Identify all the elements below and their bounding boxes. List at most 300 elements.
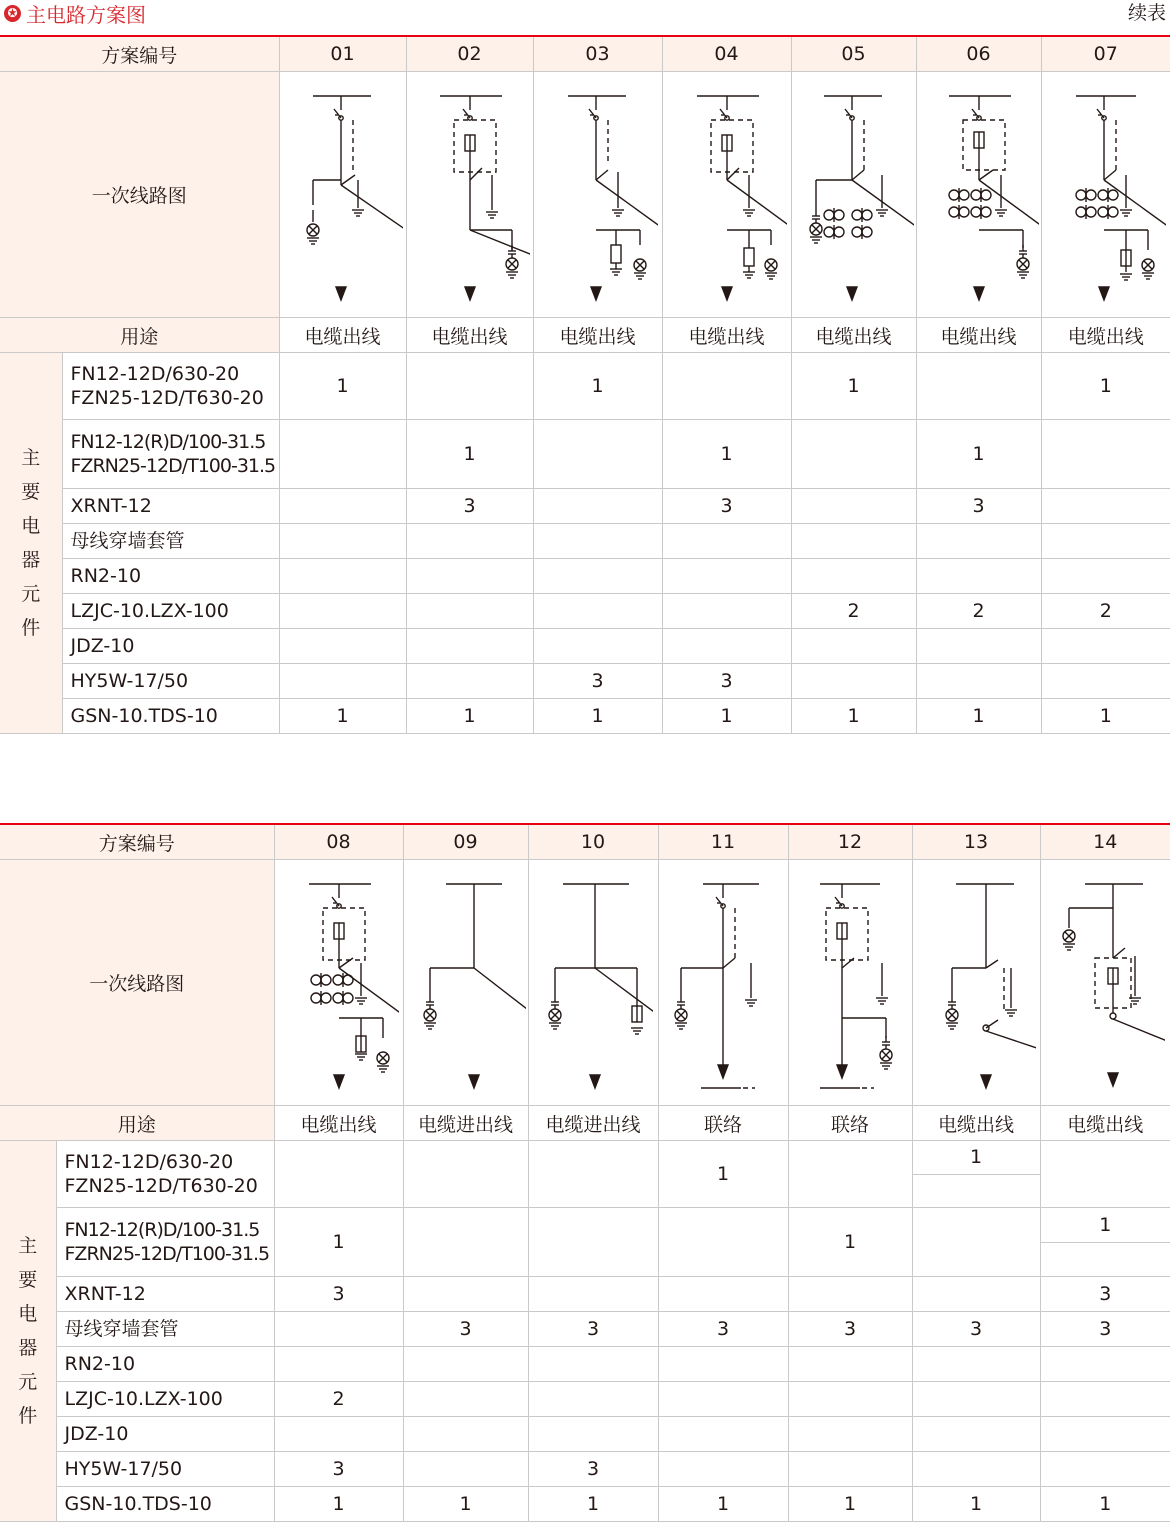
component-row — [0, 664, 1170, 699]
qty-cell — [528, 1347, 658, 1382]
circuit-diagram — [788, 860, 912, 1106]
earth-switch-icon — [979, 170, 993, 180]
earth-switch-icon — [986, 960, 998, 968]
load-switch-icon — [463, 109, 470, 118]
load-switch-icon — [835, 897, 842, 906]
qty-cell: 3 — [1040, 1312, 1170, 1347]
qty-cell — [1041, 489, 1170, 524]
scheme-number: 12 — [788, 824, 912, 860]
qty-cell: 1 — [791, 699, 916, 734]
feeder-line — [1113, 1019, 1165, 1076]
circuit-diagram — [662, 72, 791, 318]
component-name: HY5W-17/50 — [62, 664, 279, 699]
qty-cell — [406, 629, 533, 664]
qty-cell — [791, 664, 916, 699]
qty-cell: 1 — [533, 353, 662, 420]
circuit-diagram-svg — [283, 80, 403, 310]
components-side-label: 主 要 电 器 元 件 — [0, 353, 62, 734]
current-transformer-icon — [1076, 207, 1086, 217]
qty-cell — [528, 1141, 658, 1208]
surge-arrester-icon — [744, 248, 754, 266]
arrow-icon — [974, 287, 984, 300]
current-transformer-icon — [1098, 207, 1108, 217]
qty-cell — [916, 559, 1041, 594]
circuit-diagram-svg — [406, 868, 526, 1098]
qty-cell — [1041, 420, 1170, 489]
qty-cell — [533, 420, 662, 489]
qty-cell — [533, 524, 662, 559]
qty-cell — [403, 1208, 528, 1277]
earth-switch-icon — [727, 168, 739, 180]
current-transformer-icon — [981, 190, 991, 200]
component-row — [0, 594, 1170, 629]
qty-cell: 1 — [528, 1487, 658, 1522]
qty-cell — [791, 629, 916, 664]
current-transformer-icon — [824, 227, 834, 237]
component-row — [0, 524, 1170, 559]
load-switch-icon — [720, 109, 727, 118]
qty-cell: 1 — [788, 1208, 912, 1277]
diagram-row — [0, 860, 1170, 1106]
qty-cell — [662, 559, 791, 594]
qty-cell: 3 — [788, 1312, 912, 1347]
component-row — [0, 1277, 1170, 1312]
qty-cell — [658, 1452, 788, 1487]
usage-cell: 电缆进出线 — [528, 1106, 658, 1141]
scheme-number: 10 — [528, 824, 658, 860]
scheme-number: 06 — [916, 36, 1041, 72]
component-name: JDZ-10 — [56, 1417, 274, 1452]
component-name: RN2-10 — [62, 559, 279, 594]
current-transformer-icon — [971, 207, 981, 217]
current-transformer-icon — [1086, 190, 1096, 200]
current-transformer-icon — [852, 227, 862, 237]
circuit-diagram — [274, 860, 403, 1106]
component-name: FN12-12D/630-20 FZN25-12D/T630-20 — [62, 353, 279, 420]
qty-cell: 1 — [406, 699, 533, 734]
qty-cell: 3 — [274, 1452, 403, 1487]
qty-cell: 3 — [274, 1277, 403, 1312]
circuit-diagram — [406, 72, 533, 318]
scheme-number: 11 — [658, 824, 788, 860]
feeder-line — [979, 180, 1039, 290]
qty-cell-split: 1 — [912, 1141, 1040, 1208]
circuit-diagram — [533, 72, 662, 318]
qty-cell: 1 — [916, 699, 1041, 734]
earth-switch-icon — [470, 168, 482, 180]
scheme-number: 01 — [279, 36, 406, 72]
circuit-diagram-svg — [794, 80, 914, 310]
load-switch-icon — [845, 109, 852, 118]
qty-cell — [788, 1382, 912, 1417]
diagram-row — [0, 72, 1170, 318]
component-name: FN12-12D/630-20 FZN25-12D/T630-20 — [56, 1141, 274, 1208]
usage-cell: 电缆出线 — [791, 318, 916, 353]
qty-cell — [912, 1382, 1040, 1417]
usage-cell: 电缆出线 — [662, 318, 791, 353]
qty-cell — [658, 1382, 788, 1417]
arrow-icon — [1099, 287, 1109, 300]
qty-cell — [528, 1382, 658, 1417]
current-transformer-icon — [834, 227, 844, 237]
qty-cell: 3 — [916, 489, 1041, 524]
circuit-diagram-svg — [663, 868, 783, 1098]
circuit-diagram-svg — [1045, 868, 1165, 1098]
load-switch-icon — [334, 109, 341, 118]
usage-cell: 电缆出线 — [279, 318, 406, 353]
qty-cell — [274, 1417, 403, 1452]
current-transformer-icon — [1108, 190, 1118, 200]
usage-cell: 电缆进出线 — [403, 1106, 528, 1141]
current-transformer-icon — [1076, 190, 1086, 200]
arrow-icon — [465, 287, 475, 300]
qty-cell — [279, 559, 406, 594]
current-transformer-icon — [321, 975, 331, 985]
usage-cell: 电缆出线 — [912, 1106, 1040, 1141]
qty-cell — [1041, 524, 1170, 559]
arrow-icon — [336, 287, 346, 300]
component-row — [0, 489, 1170, 524]
usage-cell: 联络 — [788, 1106, 912, 1141]
circuit-diagram-svg — [533, 868, 653, 1098]
current-transformer-icon — [321, 993, 331, 1003]
current-transformer-icon — [311, 975, 321, 985]
scheme-number: 09 — [403, 824, 528, 860]
circuit-diagram-svg — [410, 80, 530, 310]
qty-cell — [403, 1347, 528, 1382]
qty-cell — [533, 489, 662, 524]
qty-cell — [658, 1208, 788, 1277]
current-transformer-icon — [311, 993, 321, 1003]
current-transformer-icon — [971, 190, 981, 200]
feeder-line — [341, 185, 403, 290]
component-name: 母线穿墙套管 — [62, 524, 279, 559]
current-transformer-icon — [949, 190, 959, 200]
qty-cell: 1 — [1041, 699, 1170, 734]
component-name: 母线穿墙套管 — [56, 1312, 274, 1347]
circuit-diagram — [1040, 860, 1170, 1106]
scheme-number-row — [0, 36, 1170, 72]
earth-switch-icon — [723, 958, 735, 968]
arrow-icon — [837, 1065, 847, 1078]
component-name: FN12-12(R)D/100-31.5 FZRN25-12D/T100-31.5 — [56, 1208, 274, 1277]
scheme-table-1 — [0, 35, 1170, 734]
current-transformer-icon — [981, 207, 991, 217]
circuit-diagram — [916, 72, 1041, 318]
qty-cell — [279, 489, 406, 524]
component-name: HY5W-17/50 — [56, 1452, 274, 1487]
component-row — [0, 559, 1170, 594]
scheme-number-row — [0, 824, 1170, 860]
usage-cell: 电缆出线 — [1041, 318, 1170, 353]
arrow-icon — [334, 1075, 344, 1088]
feeder-line — [1104, 180, 1166, 290]
component-name: XRNT-12 — [62, 489, 279, 524]
component-name: GSN-10.TDS-10 — [56, 1487, 274, 1522]
current-transformer-icon — [333, 975, 343, 985]
component-row — [0, 1208, 1170, 1277]
qty-cell: 1 — [658, 1141, 788, 1208]
current-transformer-icon — [1098, 190, 1108, 200]
qty-cell — [658, 1277, 788, 1312]
earth-switch-icon — [1113, 948, 1125, 958]
circuit-diagram — [791, 72, 916, 318]
diagram-label: 一次线路图 — [0, 72, 279, 318]
circuit-diagram-svg — [916, 868, 1036, 1098]
qty-cell — [912, 1208, 1040, 1277]
qty-cell — [406, 559, 533, 594]
qty-cell — [1040, 1452, 1170, 1487]
scheme-number: 02 — [406, 36, 533, 72]
scheme-number-label: 方案编号 — [0, 36, 279, 72]
qty-cell — [788, 1277, 912, 1312]
qty-cell: 2 — [1041, 594, 1170, 629]
qty-cell: 3 — [662, 489, 791, 524]
qty-cell — [406, 524, 533, 559]
qty-cell: 1 — [279, 353, 406, 420]
qty-cell — [279, 664, 406, 699]
qty-cell: 3 — [528, 1312, 658, 1347]
arrow-icon — [1108, 1073, 1118, 1086]
current-transformer-icon — [1086, 207, 1096, 217]
qty-cell — [912, 1347, 1040, 1382]
qty-cell — [279, 594, 406, 629]
current-transformer-icon — [862, 210, 872, 220]
arrow-icon — [722, 287, 732, 300]
component-row — [0, 629, 1170, 664]
qty-cell: 3 — [528, 1452, 658, 1487]
qty-cell: 1 — [406, 420, 533, 489]
section-title — [4, 0, 146, 26]
qty-cell — [1040, 1347, 1170, 1382]
scheme-number: 05 — [791, 36, 916, 72]
circuit-diagram-svg — [538, 80, 658, 310]
qty-cell — [662, 629, 791, 664]
circuit-diagram-svg — [667, 80, 787, 310]
earth-switch-icon — [852, 170, 864, 180]
component-name: GSN-10.TDS-10 — [62, 699, 279, 734]
load-switch-icon — [332, 897, 339, 906]
qty-cell — [791, 559, 916, 594]
diagram-label: 一次线路图 — [0, 860, 274, 1106]
qty-cell — [1040, 1141, 1170, 1208]
current-transformer-icon — [852, 210, 862, 220]
qty-cell: 3 — [1040, 1277, 1170, 1312]
scheme-number-label: 方案编号 — [0, 824, 274, 860]
qty-cell — [403, 1277, 528, 1312]
component-row — [0, 1452, 1170, 1487]
qty-cell — [662, 524, 791, 559]
qty-cell — [658, 1417, 788, 1452]
scheme-number: 07 — [1041, 36, 1170, 72]
qty-cell — [791, 489, 916, 524]
current-transformer-icon — [1108, 207, 1118, 217]
usage-cell: 电缆出线 — [533, 318, 662, 353]
usage-cell: 电缆出线 — [1040, 1106, 1170, 1141]
arrow-icon — [847, 287, 857, 300]
scheme-number: 08 — [274, 824, 403, 860]
load-switch-icon — [716, 897, 723, 906]
qty-cell: 2 — [791, 594, 916, 629]
feeder-line — [986, 1031, 1036, 1078]
usage-cell: 电缆出线 — [406, 318, 533, 353]
qty-cell — [916, 353, 1041, 420]
qty-cell: 1 — [274, 1208, 403, 1277]
qty-cell — [1041, 559, 1170, 594]
qty-cell — [274, 1312, 403, 1347]
current-transformer-icon — [343, 993, 353, 1003]
qty-cell — [274, 1141, 403, 1208]
usage-cell: 联络 — [658, 1106, 788, 1141]
qty-cell — [788, 1417, 912, 1452]
qty-cell — [533, 629, 662, 664]
feeder-line — [727, 180, 787, 290]
usage-cell: 电缆出线 — [916, 318, 1041, 353]
qty-cell — [403, 1452, 528, 1487]
arrow-icon — [590, 1075, 600, 1088]
star-icon: ✪ — [4, 5, 21, 22]
surge-arrester-icon — [611, 245, 621, 263]
component-row — [0, 1312, 1170, 1347]
feeder-line — [474, 968, 526, 1078]
usage-label: 用途 — [0, 1106, 274, 1141]
scheme-number: 13 — [912, 824, 1040, 860]
arrow-icon — [718, 1065, 728, 1078]
qty-cell: 2 — [916, 594, 1041, 629]
qty-cell: 3 — [662, 664, 791, 699]
qty-cell: 2 — [274, 1382, 403, 1417]
scheme-table-2 — [0, 823, 1170, 1522]
component-name: JDZ-10 — [62, 629, 279, 664]
scheme-number: 14 — [1040, 824, 1170, 860]
arrow-icon — [981, 1075, 991, 1088]
qty-cell: 1 — [791, 353, 916, 420]
qty-cell — [662, 594, 791, 629]
qty-cell — [916, 629, 1041, 664]
current-transformer-icon — [959, 190, 969, 200]
component-row — [0, 353, 1170, 420]
circuit-diagram — [528, 860, 658, 1106]
qty-cell: 1 — [533, 699, 662, 734]
feeder-line — [470, 230, 530, 290]
qty-cell — [912, 1452, 1040, 1487]
qty-cell: 3 — [406, 489, 533, 524]
circuit-diagram-svg — [919, 80, 1039, 310]
qty-cell — [788, 1452, 912, 1487]
qty-cell — [528, 1417, 658, 1452]
usage-label: 用途 — [0, 318, 279, 353]
qty-cell — [791, 524, 916, 559]
qty-cell: 3 — [403, 1312, 528, 1347]
circuit-diagram-svg — [1046, 80, 1166, 310]
circuit-diagram — [1041, 72, 1170, 318]
component-row — [0, 1417, 1170, 1452]
component-name: RN2-10 — [56, 1347, 274, 1382]
qty-cell — [791, 420, 916, 489]
qty-cell: 1 — [1040, 1487, 1170, 1522]
qty-cell — [916, 524, 1041, 559]
earth-switch-icon — [341, 175, 355, 185]
feeder-line — [595, 968, 653, 1078]
qty-cell — [1040, 1382, 1170, 1417]
qty-cell: 1 — [788, 1487, 912, 1522]
qty-cell: 3 — [912, 1312, 1040, 1347]
earth-switch-icon — [1104, 170, 1116, 180]
qty-cell: 1 — [662, 699, 791, 734]
qty-cell: 3 — [658, 1312, 788, 1347]
qty-cell — [1040, 1417, 1170, 1452]
qty-cell — [1041, 664, 1170, 699]
component-name: XRNT-12 — [56, 1277, 274, 1312]
circuit-diagram-svg — [279, 868, 399, 1098]
qty-cell — [788, 1141, 912, 1208]
qty-cell — [528, 1277, 658, 1312]
circuit-diagram — [403, 860, 528, 1106]
earth-switch-icon — [596, 170, 608, 180]
circuit-diagram-svg — [790, 868, 910, 1098]
qty-cell — [403, 1141, 528, 1208]
qty-cell — [912, 1417, 1040, 1452]
qty-cell — [403, 1417, 528, 1452]
qty-cell: 1 — [658, 1487, 788, 1522]
circuit-diagram — [658, 860, 788, 1106]
qty-cell — [528, 1208, 658, 1277]
qty-cell — [403, 1382, 528, 1417]
qty-cell — [274, 1347, 403, 1382]
component-name: LZJC-10.LZX-100 — [62, 594, 279, 629]
qty-cell — [406, 353, 533, 420]
component-name: FN12-12(R)D/100-31.5 FZRN25-12D/T100-31.5 — [62, 420, 279, 489]
qty-cell — [788, 1347, 912, 1382]
usage-row — [0, 318, 1170, 353]
component-row — [0, 1487, 1170, 1522]
qty-cell: 1 — [912, 1487, 1040, 1522]
circuit-diagram — [279, 72, 406, 318]
circuit-diagram — [912, 860, 1040, 1106]
current-transformer-icon — [834, 210, 844, 220]
qty-cell: 3 — [533, 664, 662, 699]
qty-cell — [533, 559, 662, 594]
qty-cell — [279, 629, 406, 664]
qty-cell-split: 1 — [1040, 1208, 1170, 1277]
component-row — [0, 1347, 1170, 1382]
qty-cell — [658, 1347, 788, 1382]
component-row — [0, 1141, 1170, 1208]
qty-cell: 1 — [274, 1487, 403, 1522]
feeder-line — [596, 180, 658, 290]
component-row — [0, 1382, 1170, 1417]
qty-cell — [662, 353, 791, 420]
qty-cell — [406, 664, 533, 699]
usage-cell: 电缆出线 — [274, 1106, 403, 1141]
scheme-number: 03 — [533, 36, 662, 72]
qty-cell — [1041, 629, 1170, 664]
continued-label: 续表 — [1127, 2, 1166, 24]
current-transformer-icon — [862, 227, 872, 237]
cable-head-icon — [1110, 1013, 1116, 1019]
component-row — [0, 420, 1170, 489]
component-row — [0, 699, 1170, 734]
usage-row — [0, 1106, 1170, 1141]
qty-cell — [279, 420, 406, 489]
current-transformer-icon — [949, 207, 959, 217]
current-transformer-icon — [333, 993, 343, 1003]
load-switch-icon — [986, 1020, 998, 1028]
qty-cell — [916, 664, 1041, 699]
qty-cell: 1 — [1041, 353, 1170, 420]
current-transformer-icon — [824, 210, 834, 220]
load-switch-icon — [972, 109, 979, 118]
